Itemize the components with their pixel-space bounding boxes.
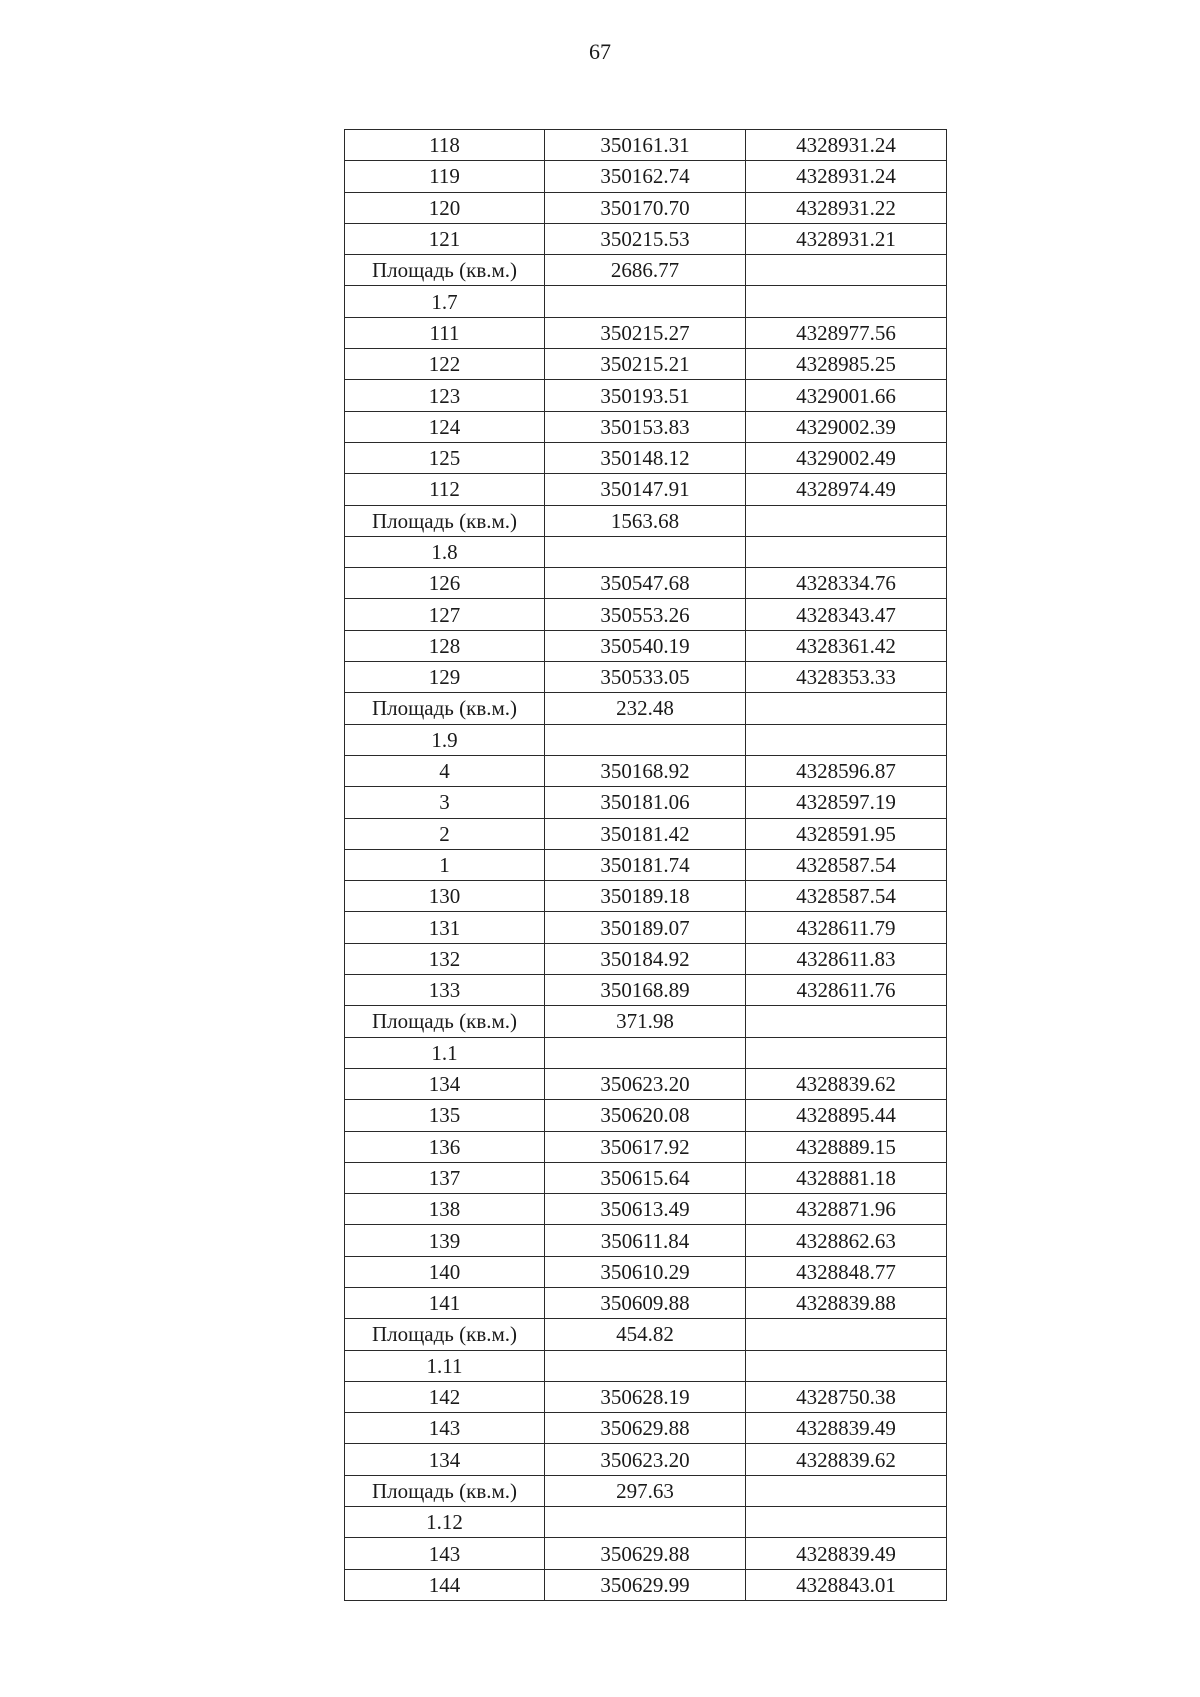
y-coordinate-cell: 4328839.49	[746, 1538, 947, 1569]
y-coordinate-cell: 4328839.88	[746, 1287, 947, 1318]
table-row	[345, 223, 947, 254]
x-coordinate-cell: 350629.88	[545, 1413, 746, 1444]
x-coordinate-cell: 350161.31	[545, 130, 746, 161]
table-row	[345, 755, 947, 786]
x-coordinate-cell: 350615.64	[545, 1162, 746, 1193]
table-row	[345, 693, 947, 724]
point-number-cell: 122	[345, 349, 545, 380]
table-row	[345, 662, 947, 693]
x-coordinate-cell: 297.63	[545, 1475, 746, 1506]
y-coordinate-cell	[746, 255, 947, 286]
x-coordinate-cell: 350215.27	[545, 317, 746, 348]
point-number-cell: 139	[345, 1225, 545, 1256]
table-row	[345, 317, 947, 348]
table-row	[345, 1256, 947, 1287]
point-number-cell: 143	[345, 1413, 545, 1444]
x-coordinate-cell: 350629.99	[545, 1569, 746, 1600]
table-row	[345, 1381, 947, 1412]
point-number-cell: 1	[345, 849, 545, 880]
table-row	[345, 1350, 947, 1381]
x-coordinate-cell: 350181.06	[545, 787, 746, 818]
y-coordinate-cell	[746, 1319, 947, 1350]
point-number-cell: 127	[345, 599, 545, 630]
table-row	[345, 630, 947, 661]
x-coordinate-cell	[545, 1037, 746, 1068]
point-number-cell: 140	[345, 1256, 545, 1287]
y-coordinate-cell: 4328343.47	[746, 599, 947, 630]
y-coordinate-cell: 4328931.21	[746, 223, 947, 254]
point-number-cell: 1.11	[345, 1350, 545, 1381]
x-coordinate-cell: 350189.18	[545, 881, 746, 912]
table-row	[345, 1162, 947, 1193]
y-coordinate-cell: 4328596.87	[746, 755, 947, 786]
point-number-cell: Площадь (кв.м.)	[345, 693, 545, 724]
table-row	[345, 818, 947, 849]
x-coordinate-cell: 350189.07	[545, 912, 746, 943]
y-coordinate-cell: 4328591.95	[746, 818, 947, 849]
x-coordinate-cell: 350623.20	[545, 1444, 746, 1475]
table-row	[345, 1569, 947, 1600]
y-coordinate-cell: 4328931.22	[746, 192, 947, 223]
y-coordinate-cell	[746, 1475, 947, 1506]
table-row	[345, 1475, 947, 1506]
y-coordinate-cell: 4328931.24	[746, 161, 947, 192]
table-row	[345, 881, 947, 912]
point-number-cell: 136	[345, 1131, 545, 1162]
y-coordinate-cell	[746, 536, 947, 567]
point-number-cell: 142	[345, 1381, 545, 1412]
y-coordinate-cell: 4328750.38	[746, 1381, 947, 1412]
y-coordinate-cell: 4328848.77	[746, 1256, 947, 1287]
point-number-cell: 2	[345, 818, 545, 849]
table-row	[345, 255, 947, 286]
table-row	[345, 1225, 947, 1256]
y-coordinate-cell: 4328839.62	[746, 1068, 947, 1099]
table-row	[345, 1100, 947, 1131]
y-coordinate-cell	[746, 1507, 947, 1538]
y-coordinate-cell	[746, 286, 947, 317]
x-coordinate-cell: 350168.92	[545, 755, 746, 786]
x-coordinate-cell: 350215.21	[545, 349, 746, 380]
y-coordinate-cell	[746, 1037, 947, 1068]
y-coordinate-cell: 4329002.39	[746, 411, 947, 442]
table-row	[345, 787, 947, 818]
table-row	[345, 1131, 947, 1162]
point-number-cell: 141	[345, 1287, 545, 1318]
y-coordinate-cell: 4328353.33	[746, 662, 947, 693]
y-coordinate-cell	[746, 693, 947, 724]
point-number-cell: 119	[345, 161, 545, 192]
table-row	[345, 1507, 947, 1538]
point-number-cell: Площадь (кв.м.)	[345, 1319, 545, 1350]
point-number-cell: Площадь (кв.м.)	[345, 505, 545, 536]
point-number-cell: 111	[345, 317, 545, 348]
table-row	[345, 442, 947, 473]
table-row	[345, 1037, 947, 1068]
table-row	[345, 380, 947, 411]
point-number-cell: Площадь (кв.м.)	[345, 1006, 545, 1037]
table-row	[345, 724, 947, 755]
y-coordinate-cell: 4328587.54	[746, 881, 947, 912]
point-number-cell: 112	[345, 474, 545, 505]
point-number-cell: 135	[345, 1100, 545, 1131]
y-coordinate-cell: 4328843.01	[746, 1569, 947, 1600]
table-row	[345, 161, 947, 192]
x-coordinate-cell: 350617.92	[545, 1131, 746, 1162]
point-number-cell: 3	[345, 787, 545, 818]
table-row	[345, 975, 947, 1006]
point-number-cell: 125	[345, 442, 545, 473]
point-number-cell: 132	[345, 943, 545, 974]
table-row	[345, 1319, 947, 1350]
table-row	[345, 286, 947, 317]
x-coordinate-cell: 350170.70	[545, 192, 746, 223]
x-coordinate-cell: 454.82	[545, 1319, 746, 1350]
table-row	[345, 1068, 947, 1099]
table-row	[345, 849, 947, 880]
x-coordinate-cell	[545, 536, 746, 567]
y-coordinate-cell: 4328611.76	[746, 975, 947, 1006]
point-number-cell: Площадь (кв.м.)	[345, 1475, 545, 1506]
y-coordinate-cell: 4328985.25	[746, 349, 947, 380]
table-row	[345, 192, 947, 223]
x-coordinate-cell	[545, 1350, 746, 1381]
x-coordinate-cell: 350533.05	[545, 662, 746, 693]
x-coordinate-cell: 350181.42	[545, 818, 746, 849]
x-coordinate-cell: 350613.49	[545, 1194, 746, 1225]
x-coordinate-cell: 350148.12	[545, 442, 746, 473]
y-coordinate-cell: 4328871.96	[746, 1194, 947, 1225]
y-coordinate-cell: 4328361.42	[746, 630, 947, 661]
y-coordinate-cell: 4328881.18	[746, 1162, 947, 1193]
point-number-cell: 1.8	[345, 536, 545, 567]
point-number-cell: 129	[345, 662, 545, 693]
x-coordinate-cell: 350628.19	[545, 1381, 746, 1412]
table-row	[345, 536, 947, 567]
y-coordinate-cell: 4329002.49	[746, 442, 947, 473]
point-number-cell: 134	[345, 1068, 545, 1099]
x-coordinate-cell: 350609.88	[545, 1287, 746, 1318]
x-coordinate-cell: 350168.89	[545, 975, 746, 1006]
y-coordinate-cell: 4328862.63	[746, 1225, 947, 1256]
point-number-cell: 126	[345, 568, 545, 599]
x-coordinate-cell: 350553.26	[545, 599, 746, 630]
point-number-cell: Площадь (кв.м.)	[345, 255, 545, 286]
table-row	[345, 1287, 947, 1318]
table-row	[345, 1413, 947, 1444]
table-row	[345, 912, 947, 943]
table-row	[345, 1006, 947, 1037]
point-number-cell: 124	[345, 411, 545, 442]
y-coordinate-cell	[746, 505, 947, 536]
x-coordinate-cell: 350540.19	[545, 630, 746, 661]
table-row	[345, 943, 947, 974]
table-row	[345, 599, 947, 630]
coordinates-table-body	[345, 130, 947, 1601]
x-coordinate-cell: 1563.68	[545, 505, 746, 536]
table-row	[345, 1194, 947, 1225]
y-coordinate-cell	[746, 724, 947, 755]
y-coordinate-cell: 4328839.62	[746, 1444, 947, 1475]
point-number-cell: 1.9	[345, 724, 545, 755]
table-row	[345, 1538, 947, 1569]
x-coordinate-cell: 350147.91	[545, 474, 746, 505]
page-number: 67	[589, 39, 611, 64]
y-coordinate-cell: 4328611.83	[746, 943, 947, 974]
x-coordinate-cell	[545, 1507, 746, 1538]
x-coordinate-cell: 232.48	[545, 693, 746, 724]
x-coordinate-cell: 371.98	[545, 1006, 746, 1037]
x-coordinate-cell: 350623.20	[545, 1068, 746, 1099]
y-coordinate-cell: 4328889.15	[746, 1131, 947, 1162]
x-coordinate-cell: 350215.53	[545, 223, 746, 254]
table-row	[345, 1444, 947, 1475]
y-coordinate-cell: 4329001.66	[746, 380, 947, 411]
point-number-cell: 1.1	[345, 1037, 545, 1068]
x-coordinate-cell: 350611.84	[545, 1225, 746, 1256]
y-coordinate-cell	[746, 1006, 947, 1037]
x-coordinate-cell: 350162.74	[545, 161, 746, 192]
point-number-cell: 1.7	[345, 286, 545, 317]
y-coordinate-cell: 4328587.54	[746, 849, 947, 880]
table-row	[345, 568, 947, 599]
point-number-cell: 131	[345, 912, 545, 943]
x-coordinate-cell	[545, 286, 746, 317]
point-number-cell: 4	[345, 755, 545, 786]
point-number-cell: 143	[345, 1538, 545, 1569]
x-coordinate-cell: 350193.51	[545, 380, 746, 411]
point-number-cell: 118	[345, 130, 545, 161]
point-number-cell: 144	[345, 1569, 545, 1600]
y-coordinate-cell	[746, 1350, 947, 1381]
x-coordinate-cell: 2686.77	[545, 255, 746, 286]
point-number-cell: 1.12	[345, 1507, 545, 1538]
x-coordinate-cell: 350629.88	[545, 1538, 746, 1569]
table-row	[345, 130, 947, 161]
point-number-cell: 123	[345, 380, 545, 411]
x-coordinate-cell: 350181.74	[545, 849, 746, 880]
point-number-cell: 134	[345, 1444, 545, 1475]
y-coordinate-cell: 4328597.19	[746, 787, 947, 818]
y-coordinate-cell: 4328334.76	[746, 568, 947, 599]
y-coordinate-cell: 4328931.24	[746, 130, 947, 161]
x-coordinate-cell: 350153.83	[545, 411, 746, 442]
x-coordinate-cell: 350620.08	[545, 1100, 746, 1131]
point-number-cell: 137	[345, 1162, 545, 1193]
x-coordinate-cell: 350610.29	[545, 1256, 746, 1287]
table-row	[345, 505, 947, 536]
point-number-cell: 138	[345, 1194, 545, 1225]
point-number-cell: 121	[345, 223, 545, 254]
y-coordinate-cell: 4328974.49	[746, 474, 947, 505]
point-number-cell: 133	[345, 975, 545, 1006]
x-coordinate-cell	[545, 724, 746, 755]
y-coordinate-cell: 4328839.49	[746, 1413, 947, 1444]
table-row	[345, 349, 947, 380]
x-coordinate-cell: 350184.92	[545, 943, 746, 974]
point-number-cell: 130	[345, 881, 545, 912]
y-coordinate-cell: 4328611.79	[746, 912, 947, 943]
point-number-cell: 128	[345, 630, 545, 661]
point-number-cell: 120	[345, 192, 545, 223]
x-coordinate-cell: 350547.68	[545, 568, 746, 599]
coordinates-table	[344, 129, 947, 1601]
table-row	[345, 411, 947, 442]
y-coordinate-cell: 4328977.56	[746, 317, 947, 348]
y-coordinate-cell: 4328895.44	[746, 1100, 947, 1131]
table-row	[345, 474, 947, 505]
